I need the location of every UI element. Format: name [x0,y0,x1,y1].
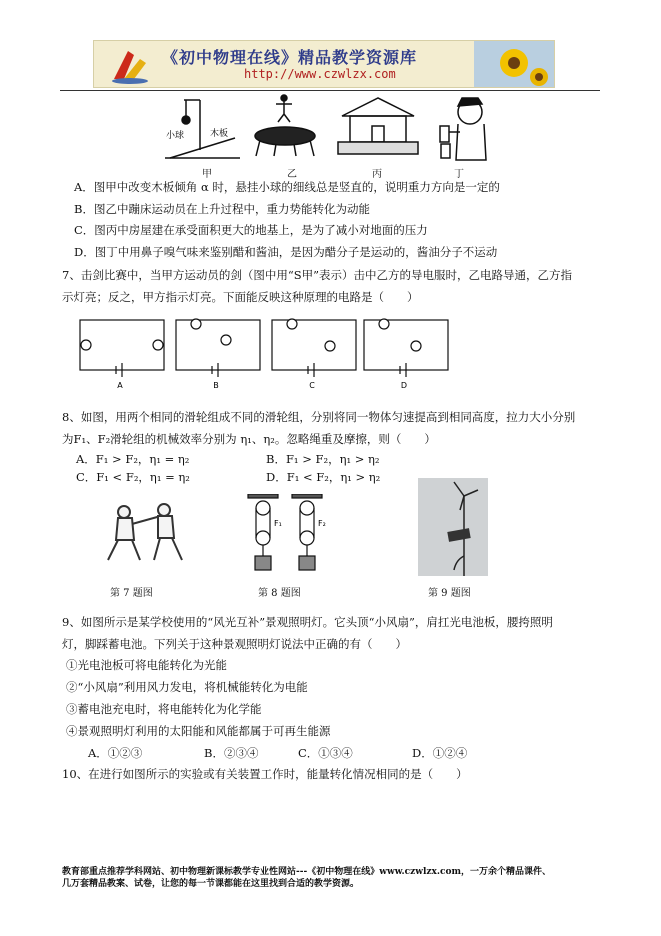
logo-blue-shape [112,78,148,84]
q8-stem-line1: 8、如图，用两个相同的滑轮组成不同的滑轮组，分别将同一物体匀速提高到相同高度，拉力大小分别 [62,410,576,424]
fig-bing-house [338,98,418,154]
q6-option-c: C．图丙中房屋建在承受面积更大的地基上，是为了减小对地面的压力 [74,223,428,237]
ball-label: 小球 [166,131,185,141]
q9-option-a: A．①②③ [88,746,143,760]
q8-option-a: A．F₁ > F₂，η₁ = η₂ [76,452,190,466]
q9-stem-line1: 9、如图所示是某学校使用的“风光互补”景观照明灯。它头顶“小风扇”，肩扛光电池板，腰挎照明 [62,615,553,629]
force-f1-label: F₁ [274,519,282,528]
fencing-photo [98,500,194,566]
caption-fig8: 第 8 题图 [258,588,301,599]
q8-option-d: D．F₁ < F₂，η₁ > η₂ [266,470,381,484]
footer-line2: 几万套精品教案、试卷，让您的每一节课都能在这里找到合适的教学资源。 [62,879,360,889]
q9-option-d: D．①②④ [412,746,468,760]
q9-statement-3: ③蓄电池充电时，将电能转化为化学能 [66,702,262,716]
caption-fig7: 第 7 题图 [110,588,153,599]
fig-jia-incline [165,100,240,158]
site-url[interactable]: http://www.czwlzx.com [244,67,396,81]
q8-stem-line2: 为F₁、F₂滑轮组的机械效率分别为 η₁、η₂。忽略绳重及摩擦，则（ ） [62,432,436,446]
q7-stem-line1: 7、击剑比赛中，当甲方运动员的剑（图中用“S甲”表示）击中乙方的导电服时，乙电路导通，乙方指 [62,268,572,282]
wind-solar-lamp-photo [418,478,488,576]
q10-stem: 10、在进行如图所示的实验或有关装置工作时，能量转化情况相同的是（ ） [62,767,468,781]
fig-label-bing: 丙 [372,169,382,180]
q9-statement-4: ④景观照明灯利用的太阳能和风能都属于可再生能源 [66,724,331,738]
circuit-label-a: A [117,381,123,390]
circuit-label-d: D [400,381,408,390]
caption-fig9: 第 9 题图 [428,588,471,599]
q7-stem-line2: 示灯亮；反之，甲方指示灯亮。下面能反映这种原理的电路是（ ） [62,290,419,304]
q7-circuit-diagrams [76,310,456,390]
q8-option-b: B．F₁ > F₂，η₁ > η₂ [266,452,380,466]
fig-ding-person [440,98,486,160]
q9-statement-2: ②“小风扇”利用风力发电，将机械能转化为电能 [66,680,308,694]
fig-yi-trampoline [255,95,315,156]
q9-option-c: C．①③④ [298,746,353,760]
q6-option-d: D．图丁中用鼻子嗅气味来鉴别醋和酱油，是因为醋分子是运动的，酱油分子不运动 [74,245,498,259]
fig-label-jia: 甲 [202,169,212,180]
figure-6-illustrations [160,92,500,172]
q9-stem-line2: 灯，脚踩蓄电池。下列关于这种景观照明灯说法中正确的有（ ） [62,637,407,651]
fig-label-yi: 乙 [287,169,297,180]
q8-option-c: C．F₁ < F₂，η₁ = η₂ [76,470,190,484]
header-banner [93,40,555,88]
site-title: 《初中物理在线》精品教学资源库 [162,48,418,67]
pulley-diagram [238,494,332,574]
header-rule [60,90,600,91]
footer-line1: 教育部重点推荐学科网站、初中物理新课标教学专业性网站---《初中物理在线》www.czwlzx.com，一万余个精品课件、 [62,867,552,877]
fig-label-ding: 丁 [454,169,464,180]
q9-statement-1: ①光电池板可将电能转化为光能 [66,658,227,672]
board-label: 木板 [210,129,229,139]
force-f2-label: F₂ [318,519,326,528]
q6-option-b: B．图乙中蹦床运动员在上升过程中，重力势能转化为动能 [74,202,370,216]
q6-option-a: A．图甲中改变木板倾角 α 时，悬挂小球的细线总是竖直的，说明重力方向是一定的 [74,180,500,194]
circuit-label-c: C [309,381,315,390]
circuit-label-b: B [213,381,219,390]
q9-option-b: B．②③④ [204,746,259,760]
